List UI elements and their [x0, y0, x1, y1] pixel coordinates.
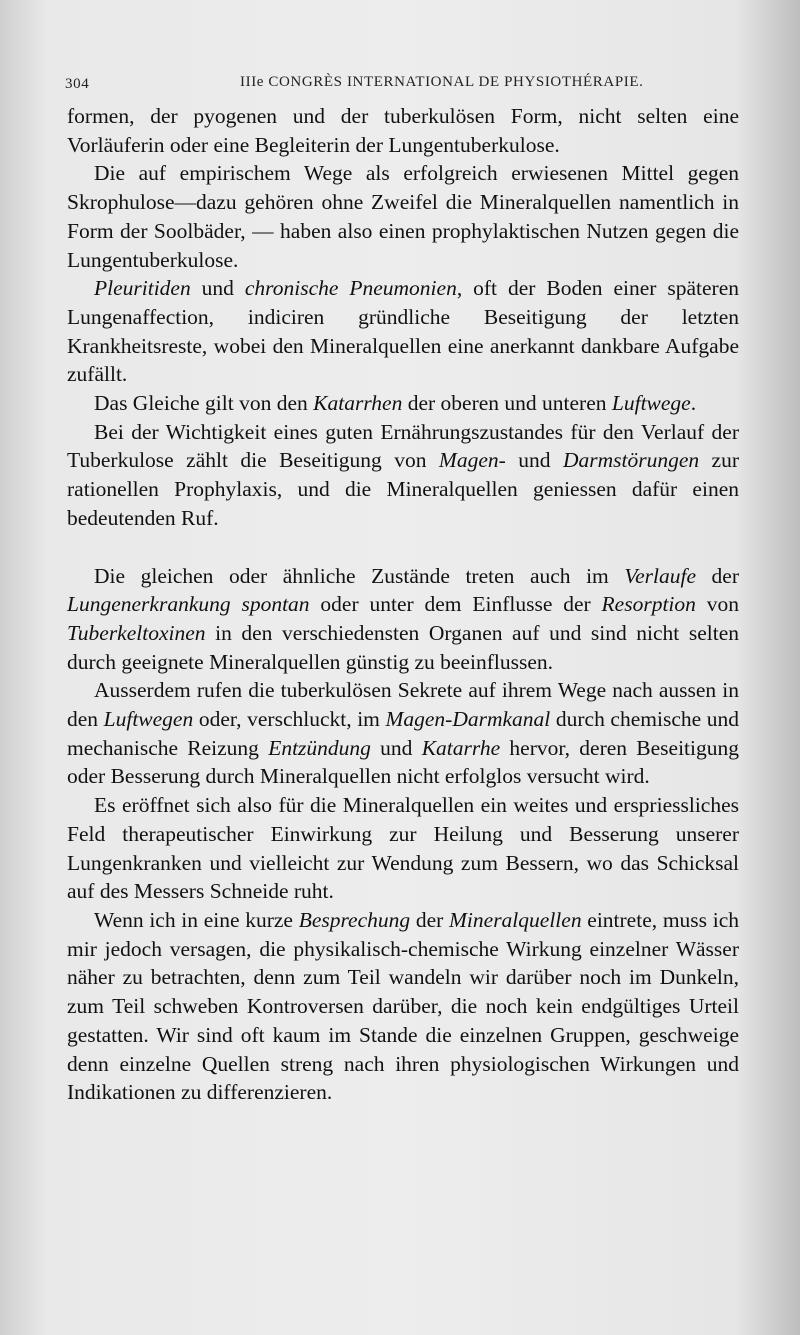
paragraph-9 [67, 906, 739, 1107]
italic-term: Pleuritiden [94, 276, 191, 301]
text-run: der [696, 563, 740, 588]
text-run: Die gleichen oder ähnliche Zustände treten auch im [94, 563, 625, 588]
text-run: oder unter dem Einflusse der [309, 592, 602, 617]
page-number: 304 [65, 76, 90, 92]
italic-term: Luftwegen [103, 707, 194, 732]
paragraph-4 [67, 389, 739, 418]
italic-term: Entzündung [268, 735, 371, 760]
text-run: zur rationellen Prophylaxis, und die Mineralquellen geniessen dafür einen bedeutenden Ruf. [67, 448, 740, 530]
paragraph-2 [67, 159, 739, 274]
italic-term: chronische Pneumonien [244, 276, 457, 301]
text-run: eintrete, muss ich mir jedoch versagen, die physikalisch-chemische Wirkung einzelner Wässer näher zu betrachten, denn zum Teil wandeln wir darüber noch im Dunkeln, zum Teil schweben Kontroversen darüber, die noch kein endgültiges Urteil gestatten. Wir sind oft kaum im Stande die einzelnen Gruppen, geschweige denn einzelne Quellen streng nach ihren physiologischen Wirkungen und Indikationen zu differenzieren. [67, 907, 739, 1105]
italic-term: Katarrhe [421, 735, 501, 760]
text-run: Die auf empirischem Wege als erfolgreich erwiesenen Mittel gegen Skrophulose—dazu gehören ohne Zweifel die Mineralquellen namentlich in Form der Soolbäder, — haben also einen prophylaktischen Nutzen gegen die Lungentuberkulose. [67, 161, 739, 272]
text-run: von [695, 592, 740, 617]
paragraph-6 [67, 562, 739, 677]
text-run: oder, verschluckt, im [193, 707, 386, 732]
italic-term: Tuberkeltoxinen [67, 620, 206, 645]
italic-term: Magen- [438, 448, 506, 473]
text-run: durch chemische und mechanische Reizung [67, 707, 740, 760]
text-run: formen, der pyogenen und der tuberkulösen Form, nicht selten eine Vorläuferin oder eine Begleiterin der Lungentuberkulose. [67, 104, 739, 157]
italic-term: Katarrhen [313, 391, 403, 416]
paragraph-7 [67, 676, 739, 791]
italic-term: Luftwege [611, 391, 691, 416]
text-run: Ausserdem rufen die tuberkulösen Sekrete auf ihrem Wege nach aussen in den [67, 678, 739, 732]
text-run: und [370, 735, 422, 760]
paragraph-3 [67, 274, 739, 389]
body-text [67, 102, 739, 1107]
paragraph-1 [67, 102, 739, 159]
italic-term: Resorption [601, 592, 696, 617]
text-run: und [505, 448, 563, 473]
running-title: IIIe CONGRÈS INTERNATIONAL DE PHYSIOTHÉRAPIE. [240, 74, 644, 90]
text-run: in den verschiedensten Organen auf und sind nicht selten durch geeignete Mineralquellen günstig zu beeinflussen. [67, 620, 739, 674]
text-run: . [690, 391, 697, 416]
text-run: Wenn ich in eine kurze [94, 907, 299, 932]
text-run: hervor, deren Beseitigung oder Besserung durch Mineralquellen nicht erfolglos versucht wird. [67, 735, 739, 789]
italic-term: Verlaufe [624, 563, 696, 588]
italic-term: Besprechung [298, 907, 411, 932]
italic-term: Lungenerkrankung spontan [67, 592, 310, 617]
text-run: Bei der Wichtigkeit eines guten Ernährungszustandes für den Verlauf der Tuberkulose zählt die Beseitigung von [67, 419, 739, 473]
text-run: Es eröffnet sich also für die Mineralquellen ein weites und erspriessliches Feld therapeutischer Einwirkung zur Heilung und Besserung unserer Lungenkranken und vielleicht zur Wendung zum Bessern, wo das Schicksal auf des Messers Schneide ruht. [67, 793, 739, 904]
italic-term: Mineralquellen [449, 907, 582, 932]
text-run: , oft der Boden einer späteren Lungenaffection, indiciren gründliche Beseitigung der letzten Krankheitsreste, wobei den Mineralquellen eine anerkannt dankbare Aufgabe zufällt. [67, 276, 739, 387]
italic-term: Darmstörungen [562, 448, 700, 473]
text-run: der [410, 907, 450, 932]
text-run: und [190, 276, 245, 301]
text-run: Das Gleiche gilt von den [94, 391, 314, 416]
paragraph-8 [67, 791, 739, 906]
running-head [65, 72, 745, 96]
text-run: der oberen und unteren [402, 391, 612, 416]
paragraph-5 [67, 418, 739, 533]
italic-term: Magen-Darmkanal [385, 707, 551, 732]
